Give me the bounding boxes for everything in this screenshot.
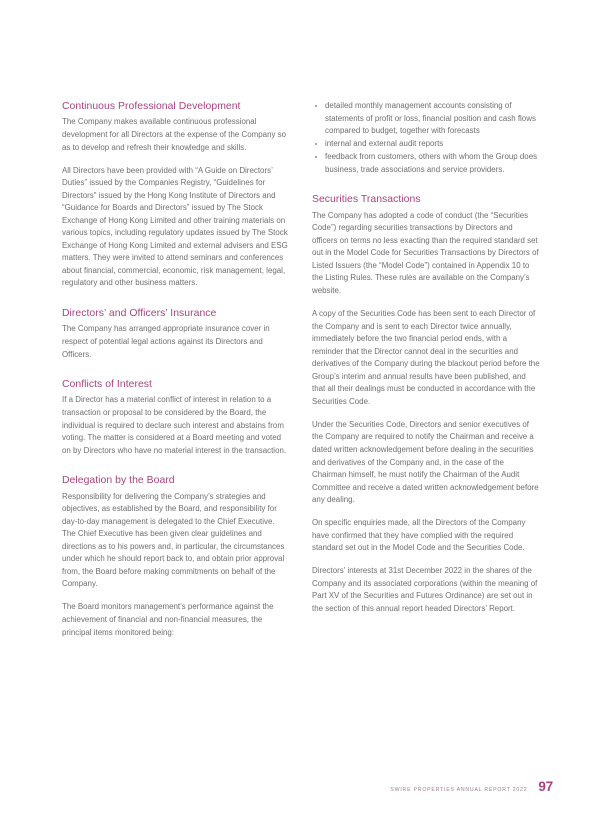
paragraph: If a Director has a material conflict of interest in relation to a transaction or proposal to be considered by the Board, the individual is required to declare such interest and abstains from voting. The matter is considered at a Board meeting and voted on by Directors who have no material interest in the transaction. (62, 395, 287, 455)
paragraph: Responsibility for delivering the Company’s strategies and objectives, as established by the Board, and responsibility for day-to-day management is delegated to the Chief Executive. The Chief Executive has been given clear guidelines and directions as to his powers and, in particular, the circumstances under which he should report back to, and obtain prior approval from, the Board before making commitments on behalf of the Company. (62, 491, 285, 589)
paragraph: Directors’ interests at 31st December 2022 in the shares of the Company and its associated corporations (within the meaning of Part XV of the Securities and Futures Ordinance) are set out in the section of this annual report headed Directors’ Report. (312, 566, 538, 613)
list-item: feedback from customers, others with whom the Group does business, trade associations and service providers. (312, 151, 540, 176)
list-item: internal and external audit reports (312, 138, 540, 151)
paragraph: The Company makes available continuous professional development for all Directors at the expense of the Company so as to develop and refresh their knowledge and skills. (62, 117, 287, 152)
paragraph: All Directors have been provided with “A Guide on Directors’ Duties” issued by the Companies Registry, “Guidelines for Directors” issued by the Hong Kong Institute of Directors and “Guidance for Boards and Directors” issued by The Stock Exchange of Hong Kong Limited and other training materials on various topics, including regulatory updates issued by The Stock Exchange of Hong Kong Limited and external advisers and ESG matters. They were invited to attend seminars and conferences about financial, commercial, economic, risk management, legal, regulatory and other business matters. (62, 165, 288, 288)
paragraph: On specific enquiries made, all the Directors of the Company have confirmed that they have complied with the required standard set out in the Model Code and the Securities Code. (312, 518, 526, 553)
right-column (312, 100, 540, 616)
list-item: detailed monthly management accounts consisting of statements of profit or loss, financial position and cash flows compared to budget, together with forecasts (312, 100, 540, 138)
left-column (62, 100, 290, 639)
monitored-items-list (312, 100, 540, 176)
paragraph: The Board monitors management’s performance against the achievement of financial and non-financial measures, the principal items monitored being: (62, 602, 274, 637)
page-number: 97 (538, 778, 553, 794)
footer-report-label: SWIRE PROPERTIES ANNUAL REPORT 2022 (390, 786, 528, 793)
heading-continuous-professional-development: Continuous Professional Development (62, 101, 241, 112)
heading-securities-transactions: Securities Transactions (312, 194, 421, 206)
heading-directors-and-officers-insurance: Directors’ and Officers’ Insurance (62, 308, 217, 320)
heading-delegation-by-the-board: Delegation by the Board (62, 475, 175, 487)
two-column-content (62, 100, 540, 639)
paragraph: Under the Securities Code, Directors and senior executives of the Company are required to notify the Chairman and receive a dated written acknowledgement before dealing in the securities and derivatives of the Company and, in the case of the Chairman himself, he must notify the Chairman of the Audit Committee and receive a dated written acknowledgement before any dealing. (312, 419, 539, 505)
heading-conflicts-of-interest: Conflicts of Interest (62, 379, 152, 391)
page-footer (390, 780, 553, 794)
paragraph: The Company has arranged appropriate insurance cover in respect of potential legal actions against its Directors and Officers. (62, 324, 270, 359)
paragraph: A copy of the Securities Code has been sent to each Director of the Company and is sent to each Director twice annually, immediately before the two financial period ends, with a reminder that the Director cannot deal in the securities and derivatives of the Company during the blackout period before the Group’s interim and annual results have been published, and that all their dealings must be conducted in accordance with the Securities Code. (312, 309, 540, 406)
paragraph: The Company has adopted a code of conduct (the “Securities Code”) regarding securities transactions by Directors and officers on terms no less exacting than the required standard set out in the Model Code for Securities Transactions by Directors of Listed Issuers (the “Model Code”) contained in Appendix 10 to the Listing Rules. These rules are available on the Company’s website. (312, 210, 539, 295)
